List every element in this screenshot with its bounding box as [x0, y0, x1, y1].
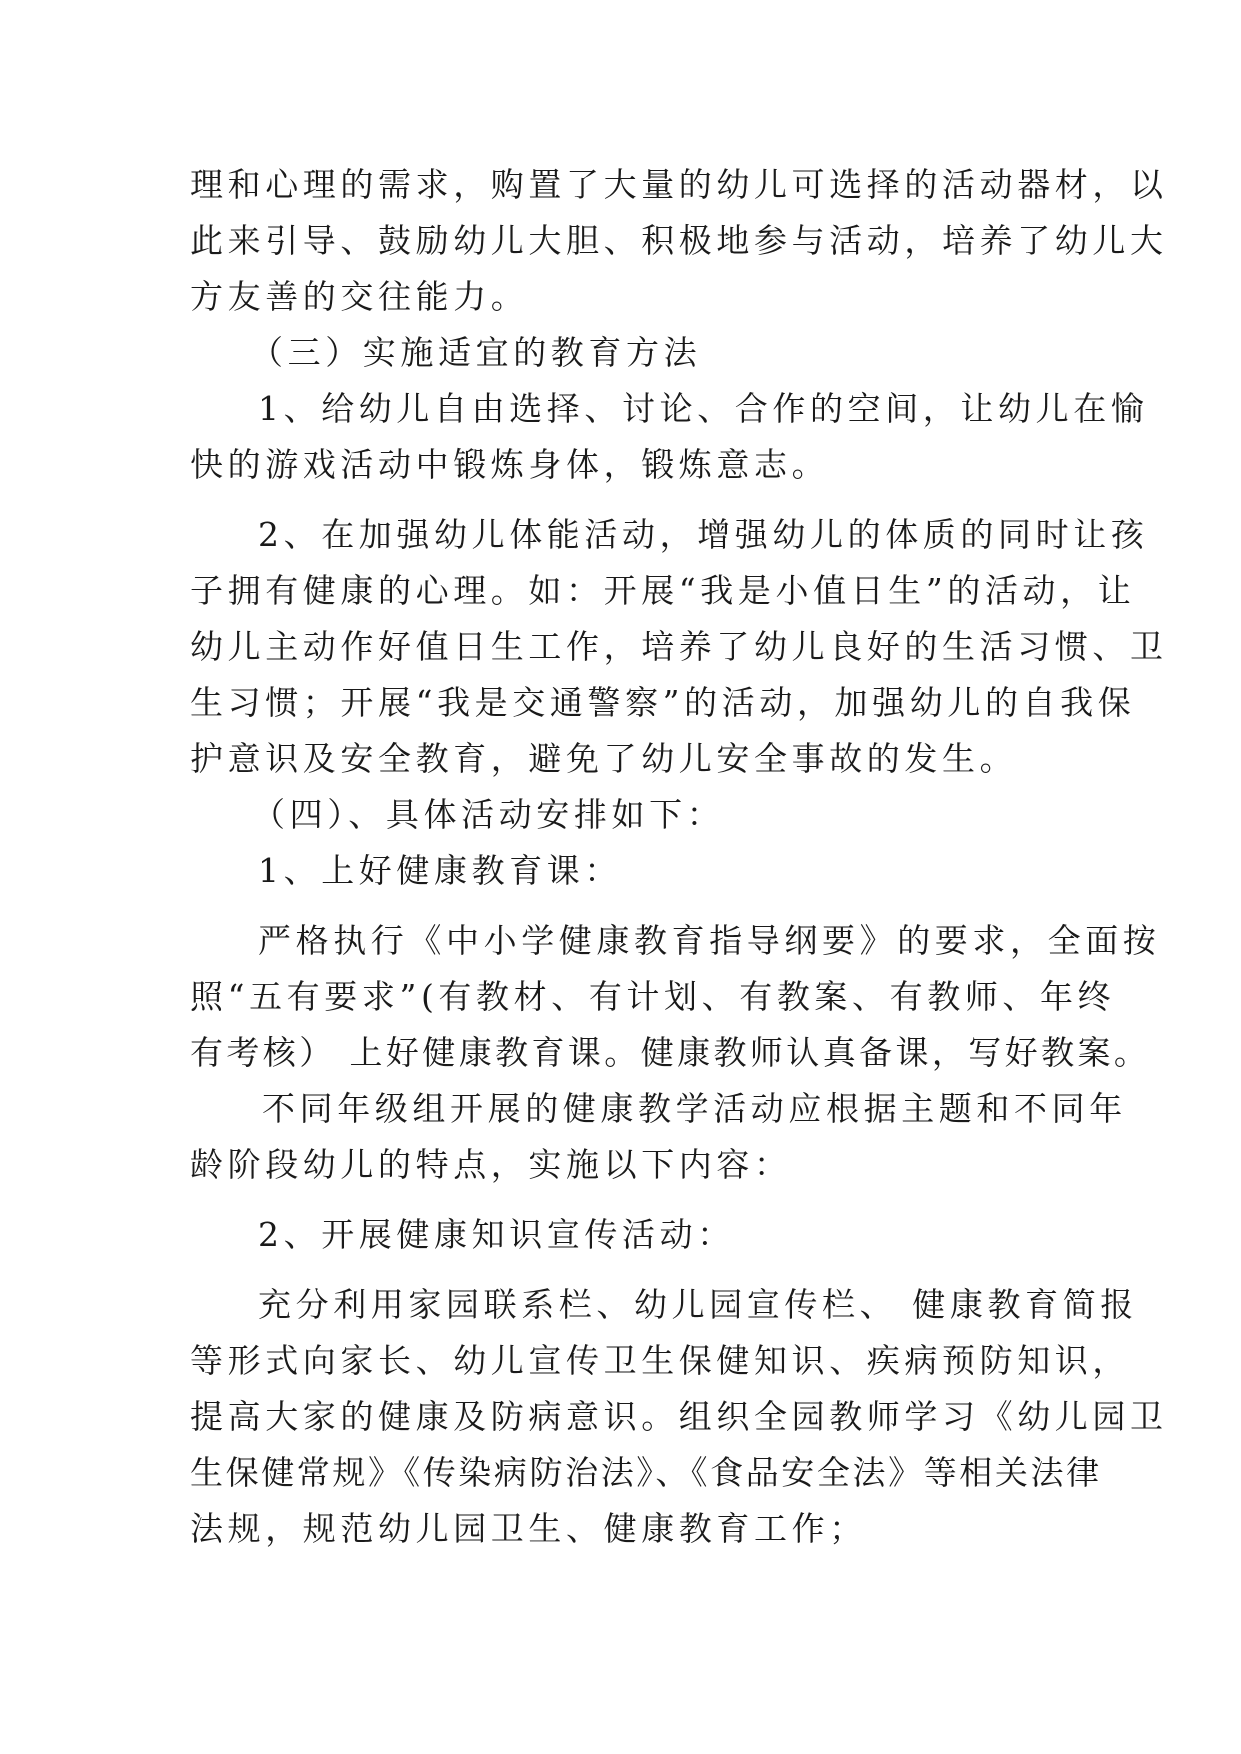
text-line: 充分利用家园联系栏、幼儿园宣传栏、 健康教育简报	[258, 1285, 1138, 1324]
text-line: 理和心理的需求，购置了大量的幼儿可选择的活动器材，以	[190, 165, 1168, 204]
text-line: 等形式向家长、幼儿宣传卫生保健知识、疾病预防知识，	[190, 1341, 1130, 1380]
text-line: 1、给幼儿自由选择、讨论、合作的空间，让幼儿在愉	[258, 389, 1149, 428]
section-heading: （四）、具体活动安排如下：	[252, 795, 725, 834]
text-line: 有考核） 上好健康教育课。健康教师认真备课，写好教案。	[190, 1033, 1151, 1072]
text-line: 2、开展健康知识宣传活动：	[258, 1215, 735, 1254]
text-line: 1、上好健康教育课：	[258, 851, 622, 890]
text-line: 照“五有要求”(有教材、有计划、有教案、有教师、年终	[190, 977, 1116, 1016]
text-line: 生保健常规》《传染病防治法》、《食品安全法》等相关法律	[190, 1453, 1102, 1492]
text-line: 严格执行《中小学健康教育指导纲要》的要求，全面按	[258, 921, 1161, 960]
text-line: 子拥有健康的心理。如：开展“我是小值日生”的活动，让	[190, 571, 1136, 610]
text-line: 幼儿主动作好值日生工作，培养了幼儿良好的生活习惯、卫	[190, 627, 1168, 666]
text-line: 方友善的交往能力。	[190, 277, 529, 316]
text-line: 提高大家的健康及防病意识。组织全园教师学习《幼儿园卫	[190, 1397, 1168, 1436]
text-line: 龄阶段幼儿的特点，实施以下内容：	[190, 1145, 792, 1184]
text-line: 不同年级组开展的健康教学活动应根据主题和不同年	[262, 1089, 1127, 1128]
text-line: 2、在加强幼儿体能活动，增强幼儿的体质的同时让孩	[258, 515, 1149, 554]
text-line: 快的游戏活动中锻炼身体，锻炼意志。	[190, 445, 830, 484]
text-line: 护意识及安全教育，避免了幼儿安全事故的发生。	[190, 739, 1018, 778]
text-line: 生习惯；开展“我是交通警察”的活动，加强幼儿的自我保	[190, 683, 1136, 722]
text-line: 法规，规范幼儿园卫生、健康教育工作；	[190, 1509, 867, 1548]
section-heading: （三）实施适宜的教育方法	[250, 333, 702, 372]
text-line: 此来引导、鼓励幼儿大胆、积极地参与活动，培养了幼儿大	[190, 221, 1168, 260]
